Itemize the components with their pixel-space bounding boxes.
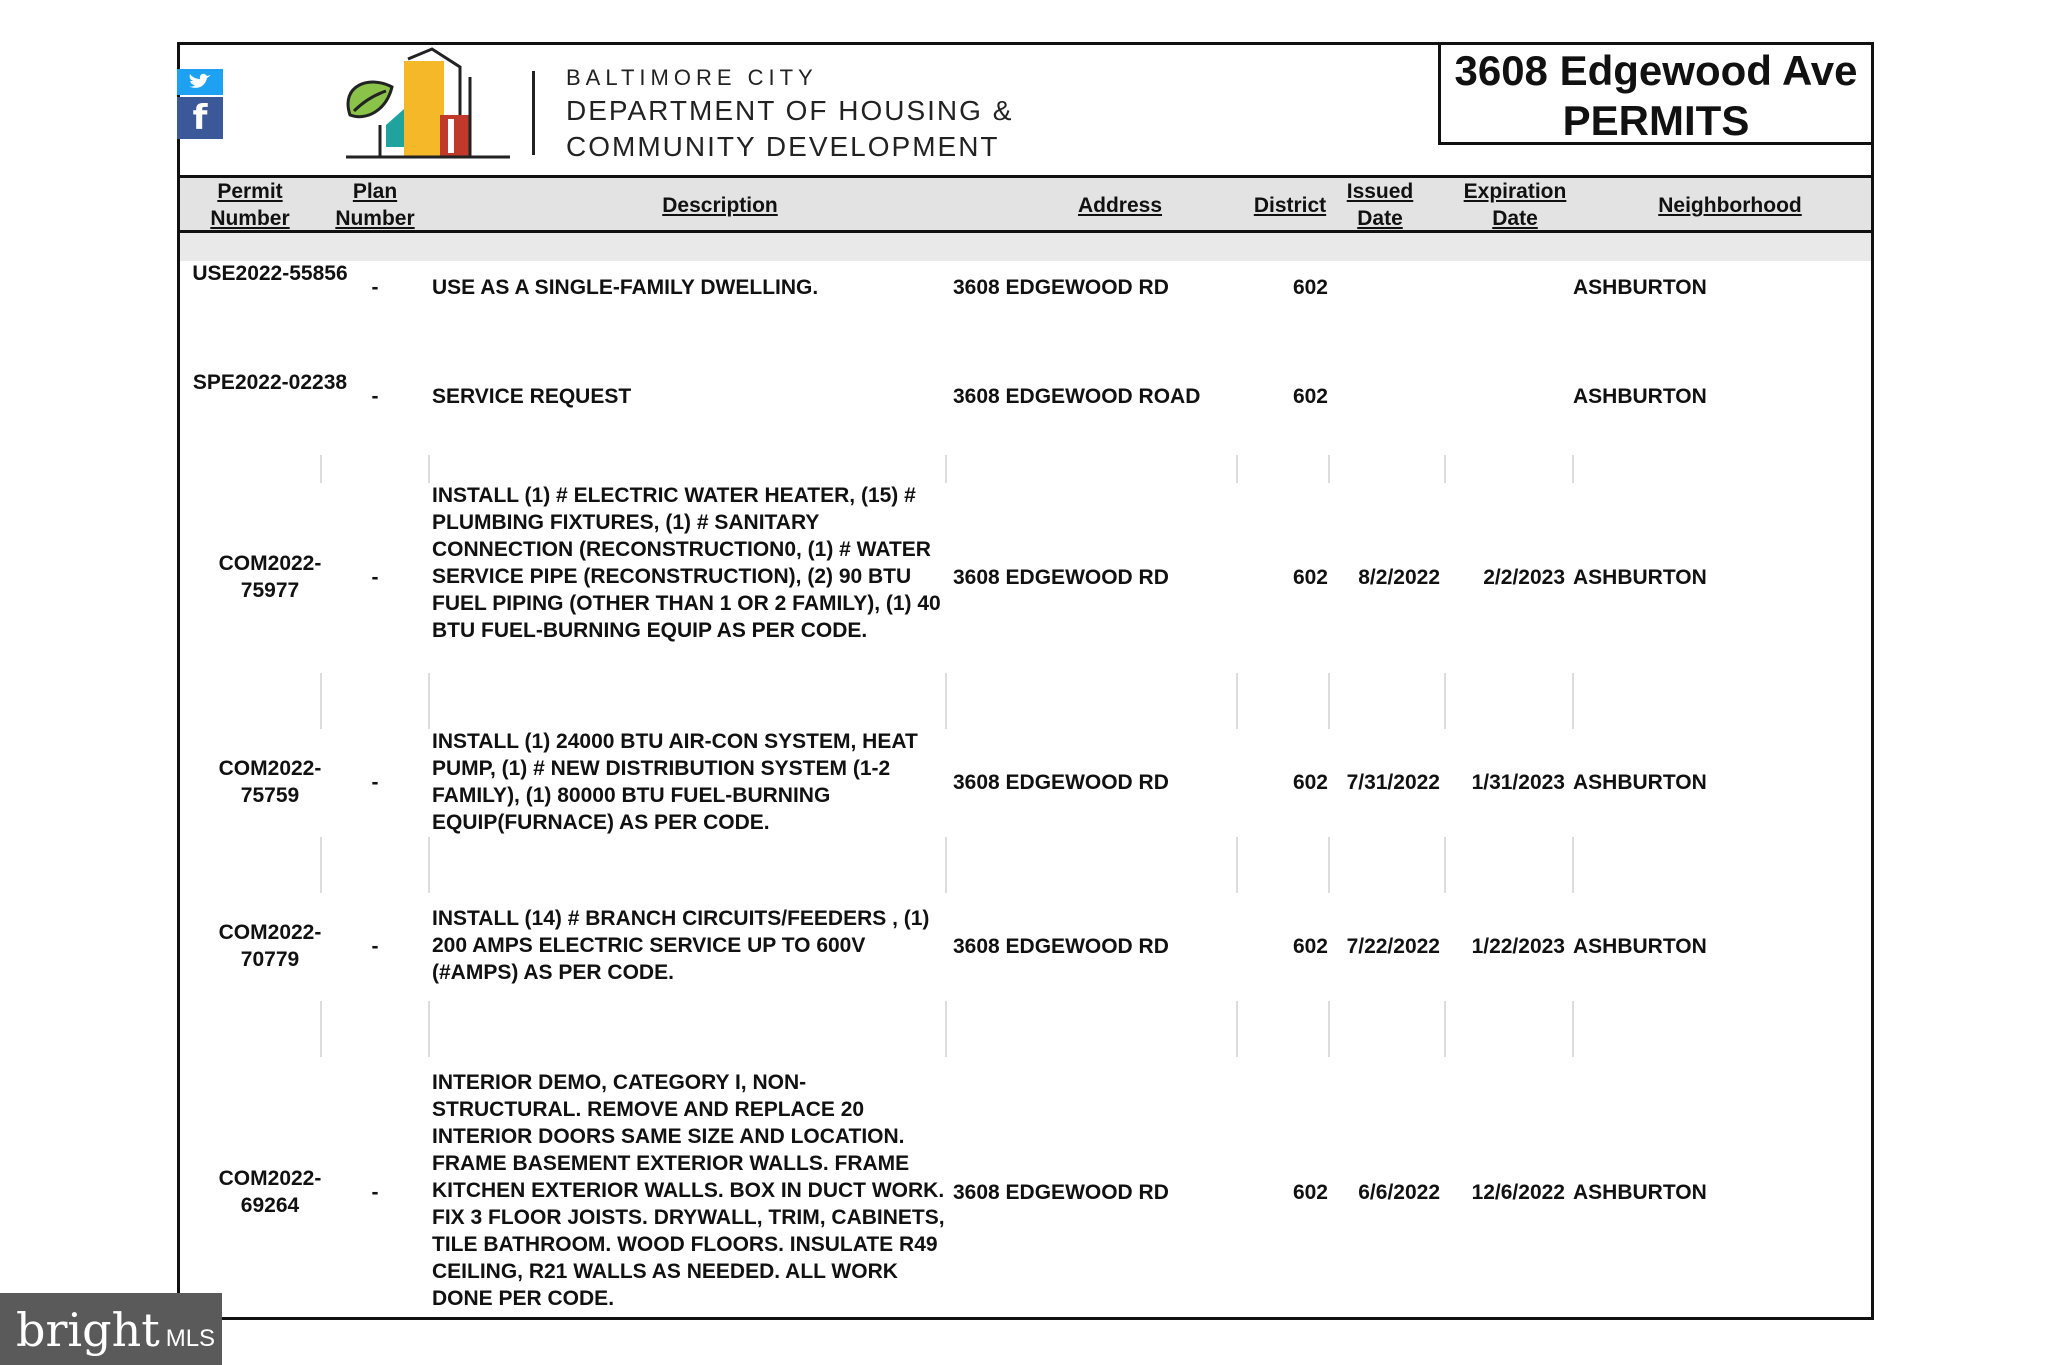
- district: 602: [1292, 566, 1328, 589]
- permit-number: USE2022-55856: [192, 262, 348, 285]
- col-issued-date: Issued Date: [1346, 180, 1414, 230]
- neighborhood: ASHBURTON: [1573, 771, 1707, 794]
- document-header: [180, 45, 1871, 175]
- col-neighborhood: Neighborhood: [1658, 194, 1802, 217]
- district: 602: [1292, 771, 1328, 794]
- address: 3608 EDGEWOOD ROAD: [953, 385, 1201, 408]
- plan-number: -: [371, 771, 379, 794]
- col-permit-number: Permit Number: [210, 180, 290, 230]
- logo-divider: [532, 71, 535, 155]
- agency-name: [566, 65, 1013, 163]
- district: 602: [1292, 385, 1328, 408]
- plan-number: -: [371, 1181, 379, 1204]
- permit-number: COM2022-75977: [218, 552, 322, 602]
- permit-number: COM2022-75759: [218, 757, 322, 807]
- plan-number: -: [371, 276, 379, 299]
- plan-number: -: [371, 935, 379, 958]
- issued-date: 7/31/2022: [1346, 771, 1440, 794]
- expiration-date: 1/31/2023: [1471, 771, 1565, 794]
- issued-date: 6/6/2022: [1358, 1181, 1440, 1204]
- plan-number: -: [371, 385, 379, 408]
- address: 3608 EDGEWOOD RD: [953, 566, 1169, 589]
- permit-number: COM2022-69264: [218, 1167, 322, 1217]
- watermark-suffix: MLS: [165, 1325, 216, 1352]
- district: 602: [1292, 935, 1328, 958]
- permit-number: COM2022-70779: [218, 921, 322, 971]
- issued-date: 7/22/2022: [1346, 935, 1440, 958]
- address: 3608 EDGEWOOD RD: [953, 771, 1169, 794]
- property-title: 3608 Edgewood Ave: [1454, 47, 1858, 94]
- permit-number: SPE2022-02238: [192, 371, 348, 394]
- description: INTERIOR DEMO, CATEGORY I, NON-STRUCTURAL. REMOVE AND REPLACE 20 INTERIOR DOORS SAME SIZE AND LOCATION. FRAME BASEMENT EXTERIOR WALLS. FRAME KITCHEN EXTERIOR WALLS. BOX IN DUCT WORK. FIX 3 FLOOR JOISTS. DRYWALL, TRIM, CABINETS, TILE BATHROOM. WOOD FLOORS. INSULATE R49 CEILING, R21 WALLS AS NEEDED. ALL WORK DONE PER CODE.: [432, 1071, 945, 1310]
- permits-document: [177, 42, 1874, 1320]
- address: 3608 EDGEWOOD RD: [953, 1181, 1169, 1204]
- neighborhood: ASHBURTON: [1573, 935, 1707, 958]
- agency-line-1: BALTIMORE CITY: [566, 65, 818, 90]
- description: INSTALL (14) # BRANCH CIRCUITS/FEEDERS , (1) 200 AMPS ELECTRIC SERVICE UP TO 600V (#AMPS) AS PER CODE.: [432, 907, 930, 984]
- description: INSTALL (1) # ELECTRIC WATER HEATER, (15) # PLUMBING FIXTURES, (1) # SANITARY CONNECTION (RECONSTRUCTION0, (1) # WATER SERVICE PIPE (RECONSTRUCTION), (2) 90 BTU FUEL PIPING (OTHER THAN 1 OR 2 FAMILY), (1) 40 BTU FUEL-BURNING EQUIP AS PER CODE.: [432, 484, 941, 642]
- permits-title: PERMITS: [1562, 97, 1750, 144]
- col-expiration-date: Expiration Date: [1463, 180, 1567, 230]
- district: 602: [1292, 1181, 1328, 1204]
- column-header-row: [180, 175, 1871, 233]
- neighborhood: ASHBURTON: [1573, 1181, 1707, 1204]
- expiration-date: 12/6/2022: [1471, 1181, 1565, 1204]
- agency-line-2: DEPARTMENT OF HOUSING &: [566, 95, 1014, 126]
- col-address: Address: [1077, 194, 1163, 217]
- expiration-date: 1/22/2023: [1471, 935, 1565, 958]
- neighborhood: ASHBURTON: [1573, 566, 1707, 589]
- description: INSTALL (1) 24000 BTU AIR-CON SYSTEM, HEAT PUMP, (1) # NEW DISTRIBUTION SYSTEM (1-2 FAMILY), (1) 80000 BTU FUEL-BURNING EQUIP(FURNACE) AS PER CODE.: [432, 730, 918, 834]
- issued-date: 8/2/2022: [1358, 566, 1440, 589]
- title-box: [1438, 42, 1874, 145]
- col-district: District: [1253, 194, 1327, 217]
- twitter-icon[interactable]: [177, 69, 223, 95]
- description: SERVICE REQUEST: [432, 385, 632, 408]
- neighborhood: ASHBURTON: [1573, 385, 1707, 408]
- description: USE AS A SINGLE-FAMILY DWELLING.: [432, 276, 819, 299]
- col-description: Description: [662, 194, 778, 217]
- neighborhood: ASHBURTON: [1573, 276, 1707, 299]
- district: 602: [1292, 276, 1328, 299]
- dhcd-logo: [320, 45, 550, 165]
- facebook-icon[interactable]: f: [177, 97, 223, 139]
- agency-line-3: COMMUNITY DEVELOPMENT: [566, 131, 1000, 162]
- col-plan-number: Plan Number: [335, 180, 415, 230]
- address: 3608 EDGEWOOD RD: [953, 276, 1169, 299]
- watermark-brand: bright: [16, 1303, 160, 1357]
- expiration-date: 2/2/2023: [1483, 566, 1565, 589]
- address: 3608 EDGEWOOD RD: [953, 935, 1169, 958]
- header-band: [180, 233, 1871, 261]
- bright-mls-watermark: [0, 1293, 222, 1365]
- plan-number: -: [371, 566, 379, 589]
